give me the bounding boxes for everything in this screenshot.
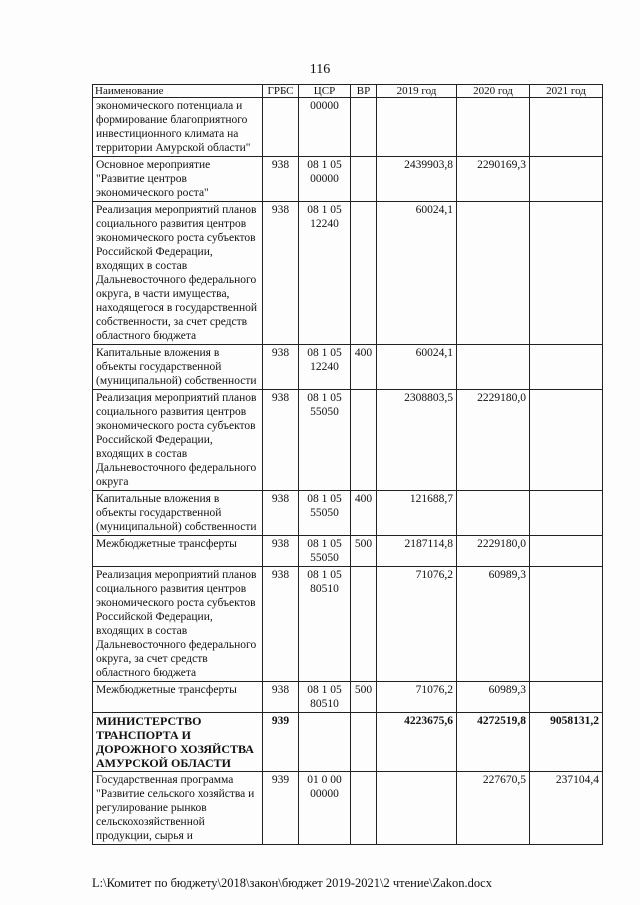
row-grbs: 938: [263, 491, 299, 536]
row-2019: 2308803,5: [377, 390, 457, 491]
row-csr: 08 1 05 12240: [299, 345, 351, 390]
row-name: Капитальные вложения в объекты государственной (муниципальной) собственности: [93, 345, 263, 390]
row-2019: 2187114,8: [377, 536, 457, 567]
table-row: [93, 98, 603, 157]
row-grbs: [263, 98, 299, 157]
row-2020: 4272519,8: [457, 713, 530, 772]
table-row: [93, 682, 603, 713]
row-vr: 500: [351, 682, 377, 713]
row-name: Межбюджетные трансферты: [93, 536, 263, 567]
row-grbs: 938: [263, 202, 299, 345]
row-name: Государственная программа "Развитие сельского хозяйства и регулирование рынков сельскохозяйственной продукции, сырья и: [93, 772, 263, 845]
row-2020: 2229180,0: [457, 536, 530, 567]
table-row: [93, 713, 603, 772]
row-name: Межбюджетные трансферты: [93, 682, 263, 713]
row-name: экономического потенциала и формирование благоприятного инвестиционного климата на территории Амурской области": [93, 98, 263, 157]
row-csr: 08 1 05 55050: [299, 390, 351, 491]
row-2020: 60989,3: [457, 682, 530, 713]
row-2019: 4223675,6: [377, 713, 457, 772]
row-grbs: 938: [263, 390, 299, 491]
row-vr: [351, 772, 377, 845]
row-name: Реализация мероприятий планов социального развития центров экономического роста субъектов Российской Федерации, входящих в состав Дальневосточного федерального округа: [93, 390, 263, 491]
header-vr: ВР: [351, 85, 377, 98]
row-2019: [377, 772, 457, 845]
row-vr: [351, 390, 377, 491]
row-2019: 71076,2: [377, 567, 457, 682]
row-2021: [530, 202, 603, 345]
row-2021: [530, 157, 603, 202]
row-2021: [530, 345, 603, 390]
table-header-row: [93, 85, 603, 98]
row-name: Реализация мероприятий планов социального развития центров экономического роста субъектов Российской Федерации, входящих в состав Дальневосточного федерального округа, за счет средств областного бюджета: [93, 567, 263, 682]
table-row: [93, 345, 603, 390]
row-2019: [377, 98, 457, 157]
row-vr: [351, 157, 377, 202]
row-csr: 08 1 05 00000: [299, 157, 351, 202]
table-row: [93, 390, 603, 491]
row-2021: 9058131,2: [530, 713, 603, 772]
row-2021: [530, 567, 603, 682]
row-vr: [351, 567, 377, 682]
row-vr: [351, 202, 377, 345]
row-2019: 2439903,8: [377, 157, 457, 202]
row-2020: [457, 491, 530, 536]
row-2019: 121688,7: [377, 491, 457, 536]
row-csr: 08 1 05 12240: [299, 202, 351, 345]
header-csr: ЦСР: [299, 85, 351, 98]
row-grbs: 938: [263, 157, 299, 202]
budget-table: [92, 84, 603, 845]
row-2019: 71076,2: [377, 682, 457, 713]
row-name: Основное мероприятие "Развитие центров экономического роста": [93, 157, 263, 202]
row-2020: [457, 202, 530, 345]
row-2020: 60989,3: [457, 567, 530, 682]
row-vr: [351, 713, 377, 772]
row-vr: [351, 98, 377, 157]
row-2021: 237104,4: [530, 772, 603, 845]
table-row: [93, 772, 603, 845]
row-2020: 2290169,3: [457, 157, 530, 202]
row-csr: 08 1 05 55050: [299, 491, 351, 536]
header-2019: 2019 год: [377, 85, 457, 98]
row-2020: 227670,5: [457, 772, 530, 845]
row-csr: 08 1 05 55050: [299, 536, 351, 567]
row-csr: [299, 713, 351, 772]
row-2020: 2229180,0: [457, 390, 530, 491]
header-grbs: ГРБС: [263, 85, 299, 98]
row-vr: 400: [351, 491, 377, 536]
row-csr: 01 0 00 00000: [299, 772, 351, 845]
table-row: [93, 536, 603, 567]
row-grbs: 938: [263, 567, 299, 682]
footer-file-path: L:\Комитет по бюджету\2018\закон\бюджет 2019-2021\2 чтение\Zakon.docx: [92, 876, 492, 890]
table-row: [93, 491, 603, 536]
header-2020: 2020 год: [457, 85, 530, 98]
row-grbs: 939: [263, 772, 299, 845]
row-csr: 08 1 05 80510: [299, 567, 351, 682]
row-2021: [530, 491, 603, 536]
row-vr: 500: [351, 536, 377, 567]
row-csr: 00000: [299, 98, 351, 157]
table-row: [93, 567, 603, 682]
header-2021: 2021 год: [530, 85, 603, 98]
row-grbs: 938: [263, 682, 299, 713]
row-2019: 60024,1: [377, 345, 457, 390]
row-grbs: 938: [263, 345, 299, 390]
row-2020: [457, 345, 530, 390]
table-row: [93, 202, 603, 345]
row-2021: [530, 98, 603, 157]
row-csr: 08 1 05 80510: [299, 682, 351, 713]
row-2021: [530, 536, 603, 567]
row-name: МИНИСТЕРСТВО ТРАНСПОРТА И ДОРОЖНОГО ХОЗЯЙСТВА АМУРСКОЙ ОБЛАСТИ: [93, 713, 263, 772]
header-name: Наименование: [93, 85, 263, 98]
row-grbs: 939: [263, 713, 299, 772]
row-2019: 60024,1: [377, 202, 457, 345]
row-2021: [530, 390, 603, 491]
row-name: Реализация мероприятий планов социального развития центров экономического роста субъектов Российской Федерации, входящих в состав Дальневосточного федерального округа, в части имущества, находящегося в государственной собственности, за счет средств областного бюджета: [93, 202, 263, 345]
row-2021: [530, 682, 603, 713]
row-grbs: 938: [263, 536, 299, 567]
page-number: 116: [309, 62, 331, 77]
row-vr: 400: [351, 345, 377, 390]
row-name: Капитальные вложения в объекты государственной (муниципальной) собственности: [93, 491, 263, 536]
row-2020: [457, 98, 530, 157]
table-row: [93, 157, 603, 202]
